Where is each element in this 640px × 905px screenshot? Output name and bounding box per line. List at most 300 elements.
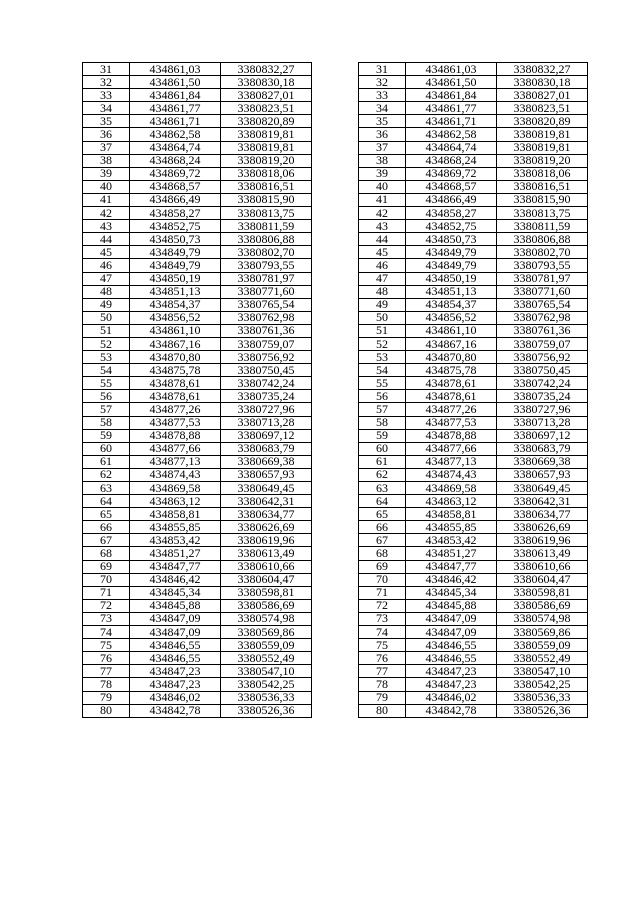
table-row — [359, 324, 588, 337]
point-number-cell: 67 — [83, 534, 130, 547]
y-coordinate-cell: 3380613,49 — [497, 547, 588, 560]
table-row — [359, 482, 588, 495]
table-row — [359, 586, 588, 599]
table-row — [359, 102, 588, 115]
table-row — [83, 495, 312, 508]
y-coordinate-cell: 3380642,31 — [497, 495, 588, 508]
point-number-cell: 76 — [359, 652, 406, 665]
table-row — [83, 154, 312, 167]
table-row — [83, 416, 312, 429]
point-number-cell: 61 — [359, 455, 406, 468]
point-number-cell: 62 — [83, 468, 130, 481]
coordinates-table-left — [82, 62, 312, 718]
y-coordinate-cell: 3380586,69 — [497, 599, 588, 612]
table-row — [359, 468, 588, 481]
point-number-cell: 71 — [359, 586, 406, 599]
table-row — [359, 63, 588, 76]
table-row — [359, 298, 588, 311]
point-number-cell: 49 — [359, 298, 406, 311]
point-number-cell: 42 — [83, 207, 130, 220]
point-number-cell: 43 — [359, 220, 406, 233]
y-coordinate-cell: 3380727,96 — [497, 403, 588, 416]
table-row — [83, 89, 312, 102]
y-coordinate-cell: 3380598,81 — [497, 586, 588, 599]
table-row — [359, 154, 588, 167]
x-coordinate-cell: 434868,24 — [406, 154, 497, 167]
x-coordinate-cell: 434869,58 — [130, 482, 221, 495]
y-coordinate-cell: 3380547,10 — [497, 665, 588, 678]
point-number-cell: 74 — [359, 626, 406, 639]
x-coordinate-cell: 434866,49 — [406, 193, 497, 206]
y-coordinate-cell: 3380536,33 — [221, 691, 312, 704]
x-coordinate-cell: 434858,81 — [406, 508, 497, 521]
y-coordinate-cell: 3380762,98 — [497, 311, 588, 324]
table-row — [83, 141, 312, 154]
y-coordinate-cell: 3380735,24 — [221, 390, 312, 403]
table-row — [83, 167, 312, 180]
x-coordinate-cell: 434858,27 — [130, 207, 221, 220]
point-number-cell: 48 — [83, 285, 130, 298]
point-number-cell: 60 — [83, 442, 130, 455]
table-row — [83, 599, 312, 612]
x-coordinate-cell: 434864,74 — [130, 141, 221, 154]
y-coordinate-cell: 3380756,92 — [497, 351, 588, 364]
point-number-cell: 74 — [83, 626, 130, 639]
x-coordinate-cell: 434855,85 — [130, 521, 221, 534]
x-coordinate-cell: 434870,80 — [406, 351, 497, 364]
y-coordinate-cell: 3380815,90 — [221, 193, 312, 206]
point-number-cell: 39 — [359, 167, 406, 180]
y-coordinate-cell: 3380619,96 — [221, 534, 312, 547]
table-row — [83, 560, 312, 573]
x-coordinate-cell: 434849,79 — [406, 259, 497, 272]
y-coordinate-cell: 3380820,89 — [497, 115, 588, 128]
point-number-cell: 47 — [83, 272, 130, 285]
y-coordinate-cell: 3380727,96 — [221, 403, 312, 416]
y-coordinate-cell: 3380765,54 — [221, 298, 312, 311]
x-coordinate-cell: 434853,42 — [130, 534, 221, 547]
point-number-cell: 49 — [83, 298, 130, 311]
y-coordinate-cell: 3380759,07 — [221, 337, 312, 350]
x-coordinate-cell: 434858,27 — [406, 207, 497, 220]
table-row — [359, 272, 588, 285]
x-coordinate-cell: 434878,61 — [130, 377, 221, 390]
y-coordinate-cell: 3380811,59 — [497, 220, 588, 233]
y-coordinate-cell: 3380559,09 — [497, 639, 588, 652]
y-coordinate-cell: 3380813,75 — [497, 207, 588, 220]
y-coordinate-cell: 3380819,81 — [497, 141, 588, 154]
table-row — [359, 678, 588, 691]
point-number-cell: 77 — [83, 665, 130, 678]
y-coordinate-cell: 3380816,51 — [497, 180, 588, 193]
y-coordinate-cell: 3380802,70 — [221, 246, 312, 259]
y-coordinate-cell: 3380713,28 — [221, 416, 312, 429]
point-number-cell: 53 — [83, 351, 130, 364]
point-number-cell: 73 — [359, 612, 406, 625]
y-coordinate-cell: 3380819,81 — [497, 128, 588, 141]
y-coordinate-cell: 3380586,69 — [221, 599, 312, 612]
coordinates-table-right — [358, 62, 588, 718]
table-row — [359, 665, 588, 678]
x-coordinate-cell: 434869,72 — [406, 167, 497, 180]
point-number-cell: 36 — [359, 128, 406, 141]
table-row — [359, 416, 588, 429]
x-coordinate-cell: 434851,13 — [130, 285, 221, 298]
x-coordinate-cell: 434847,09 — [130, 612, 221, 625]
table-row — [83, 403, 312, 416]
table-row — [83, 63, 312, 76]
point-number-cell: 53 — [359, 351, 406, 364]
table-row — [83, 259, 312, 272]
point-number-cell: 56 — [359, 390, 406, 403]
point-number-cell: 69 — [359, 560, 406, 573]
table-row — [359, 193, 588, 206]
y-coordinate-cell: 3380649,45 — [497, 482, 588, 495]
x-coordinate-cell: 434847,09 — [406, 626, 497, 639]
x-coordinate-cell: 434852,75 — [406, 220, 497, 233]
table-row — [359, 691, 588, 704]
table-row — [359, 429, 588, 442]
y-coordinate-cell: 3380806,88 — [221, 233, 312, 246]
x-coordinate-cell: 434846,42 — [130, 573, 221, 586]
point-number-cell: 79 — [83, 691, 130, 704]
table-row — [359, 573, 588, 586]
y-coordinate-cell: 3380569,86 — [497, 626, 588, 639]
y-coordinate-cell: 3380626,69 — [221, 521, 312, 534]
x-coordinate-cell: 434875,78 — [130, 364, 221, 377]
table-row — [359, 128, 588, 141]
point-number-cell: 64 — [83, 495, 130, 508]
y-coordinate-cell: 3380657,93 — [221, 468, 312, 481]
y-coordinate-cell: 3380547,10 — [221, 665, 312, 678]
x-coordinate-cell: 434847,09 — [406, 612, 497, 625]
x-coordinate-cell: 434847,23 — [130, 665, 221, 678]
y-coordinate-cell: 3380669,38 — [221, 455, 312, 468]
x-coordinate-cell: 434845,34 — [406, 586, 497, 599]
table-row — [359, 167, 588, 180]
y-coordinate-cell: 3380669,38 — [497, 455, 588, 468]
y-coordinate-cell: 3380781,97 — [497, 272, 588, 285]
x-coordinate-cell: 434847,23 — [406, 678, 497, 691]
x-coordinate-cell: 434875,78 — [406, 364, 497, 377]
y-coordinate-cell: 3380697,12 — [497, 429, 588, 442]
table-row — [83, 455, 312, 468]
table-row — [83, 246, 312, 259]
x-coordinate-cell: 434851,13 — [406, 285, 497, 298]
x-coordinate-cell: 434842,78 — [406, 704, 497, 717]
y-coordinate-cell: 3380642,31 — [221, 495, 312, 508]
table-row — [359, 220, 588, 233]
x-coordinate-cell: 434849,79 — [130, 259, 221, 272]
x-coordinate-cell: 434846,02 — [406, 691, 497, 704]
x-coordinate-cell: 434861,10 — [130, 324, 221, 337]
point-number-cell: 72 — [83, 599, 130, 612]
x-coordinate-cell: 434862,58 — [130, 128, 221, 141]
table-row — [359, 76, 588, 89]
point-number-cell: 52 — [359, 337, 406, 350]
table-row — [359, 639, 588, 652]
point-number-cell: 40 — [83, 180, 130, 193]
table-row — [83, 442, 312, 455]
point-number-cell: 46 — [359, 259, 406, 272]
point-number-cell: 43 — [83, 220, 130, 233]
table-row — [83, 586, 312, 599]
table-row — [359, 207, 588, 220]
table-row — [359, 626, 588, 639]
y-coordinate-cell: 3380626,69 — [497, 521, 588, 534]
point-number-cell: 36 — [83, 128, 130, 141]
point-number-cell: 45 — [83, 246, 130, 259]
table-row — [359, 704, 588, 717]
point-number-cell: 78 — [83, 678, 130, 691]
y-coordinate-cell: 3380819,81 — [221, 141, 312, 154]
point-number-cell: 51 — [359, 324, 406, 337]
point-number-cell: 37 — [83, 141, 130, 154]
table-row — [359, 351, 588, 364]
y-coordinate-cell: 3380756,92 — [221, 351, 312, 364]
point-number-cell: 58 — [359, 416, 406, 429]
y-coordinate-cell: 3380683,79 — [221, 442, 312, 455]
y-coordinate-cell: 3380542,25 — [221, 678, 312, 691]
x-coordinate-cell: 434851,27 — [130, 547, 221, 560]
x-coordinate-cell: 434845,34 — [130, 586, 221, 599]
x-coordinate-cell: 434861,84 — [130, 89, 221, 102]
table-row — [83, 468, 312, 481]
table-row — [359, 599, 588, 612]
y-coordinate-cell: 3380759,07 — [497, 337, 588, 350]
x-coordinate-cell: 434846,55 — [130, 652, 221, 665]
y-coordinate-cell: 3380735,24 — [497, 390, 588, 403]
x-coordinate-cell: 434846,02 — [130, 691, 221, 704]
table-row — [359, 455, 588, 468]
point-number-cell: 59 — [359, 429, 406, 442]
x-coordinate-cell: 434854,37 — [406, 298, 497, 311]
point-number-cell: 54 — [359, 364, 406, 377]
point-number-cell: 52 — [83, 337, 130, 350]
y-coordinate-cell: 3380802,70 — [497, 246, 588, 259]
x-coordinate-cell: 434868,57 — [130, 180, 221, 193]
point-number-cell: 35 — [83, 115, 130, 128]
point-number-cell: 64 — [359, 495, 406, 508]
y-coordinate-cell: 3380793,55 — [221, 259, 312, 272]
table-row — [83, 115, 312, 128]
table-row — [83, 429, 312, 442]
y-coordinate-cell: 3380793,55 — [497, 259, 588, 272]
table-row — [359, 521, 588, 534]
y-coordinate-cell: 3380610,66 — [497, 560, 588, 573]
table-row — [83, 337, 312, 350]
y-coordinate-cell: 3380697,12 — [221, 429, 312, 442]
x-coordinate-cell: 434877,53 — [406, 416, 497, 429]
y-coordinate-cell: 3380762,98 — [221, 311, 312, 324]
x-coordinate-cell: 434847,23 — [130, 678, 221, 691]
table-row — [83, 639, 312, 652]
point-number-cell: 58 — [83, 416, 130, 429]
point-number-cell: 61 — [83, 455, 130, 468]
table-row — [83, 691, 312, 704]
table-row — [83, 377, 312, 390]
point-number-cell: 76 — [83, 652, 130, 665]
point-number-cell: 70 — [83, 573, 130, 586]
x-coordinate-cell: 434877,66 — [130, 442, 221, 455]
y-coordinate-cell: 3380713,28 — [497, 416, 588, 429]
y-coordinate-cell: 3380761,36 — [497, 324, 588, 337]
point-number-cell: 79 — [359, 691, 406, 704]
y-coordinate-cell: 3380552,49 — [497, 652, 588, 665]
point-number-cell: 38 — [83, 154, 130, 167]
x-coordinate-cell: 434868,57 — [406, 180, 497, 193]
point-number-cell: 66 — [83, 521, 130, 534]
y-coordinate-cell: 3380526,36 — [221, 704, 312, 717]
point-number-cell: 70 — [359, 573, 406, 586]
point-number-cell: 39 — [83, 167, 130, 180]
table-row — [83, 324, 312, 337]
table-row — [359, 612, 588, 625]
y-coordinate-cell: 3380765,54 — [497, 298, 588, 311]
point-number-cell: 75 — [83, 639, 130, 652]
y-coordinate-cell: 3380811,59 — [221, 220, 312, 233]
table-row — [83, 612, 312, 625]
table-row — [359, 560, 588, 573]
point-number-cell: 31 — [83, 63, 130, 76]
point-number-cell: 77 — [359, 665, 406, 678]
y-coordinate-cell: 3380832,27 — [221, 63, 312, 76]
x-coordinate-cell: 434849,79 — [406, 246, 497, 259]
y-coordinate-cell: 3380598,81 — [221, 586, 312, 599]
coordinates-table-left-body — [83, 63, 312, 718]
x-coordinate-cell: 434867,16 — [130, 337, 221, 350]
point-number-cell: 71 — [83, 586, 130, 599]
x-coordinate-cell: 434877,13 — [406, 455, 497, 468]
point-number-cell: 75 — [359, 639, 406, 652]
x-coordinate-cell: 434878,61 — [130, 390, 221, 403]
y-coordinate-cell: 3380649,45 — [221, 482, 312, 495]
x-coordinate-cell: 434847,77 — [406, 560, 497, 573]
x-coordinate-cell: 434861,71 — [130, 115, 221, 128]
y-coordinate-cell: 3380761,36 — [221, 324, 312, 337]
point-number-cell: 65 — [83, 508, 130, 521]
point-number-cell: 31 — [359, 63, 406, 76]
y-coordinate-cell: 3380819,20 — [221, 154, 312, 167]
x-coordinate-cell: 434861,03 — [406, 63, 497, 76]
y-coordinate-cell: 3380827,01 — [221, 89, 312, 102]
y-coordinate-cell: 3380542,25 — [497, 678, 588, 691]
x-coordinate-cell: 434878,88 — [406, 429, 497, 442]
point-number-cell: 60 — [359, 442, 406, 455]
x-coordinate-cell: 434849,79 — [130, 246, 221, 259]
x-coordinate-cell: 434862,58 — [406, 128, 497, 141]
x-coordinate-cell: 434861,77 — [130, 102, 221, 115]
table-row — [359, 115, 588, 128]
x-coordinate-cell: 434852,75 — [130, 220, 221, 233]
table-row — [359, 495, 588, 508]
y-coordinate-cell: 3380830,18 — [221, 76, 312, 89]
point-number-cell: 37 — [359, 141, 406, 154]
point-number-cell: 50 — [83, 311, 130, 324]
table-row — [359, 246, 588, 259]
point-number-cell: 35 — [359, 115, 406, 128]
table-row — [359, 377, 588, 390]
y-coordinate-cell: 3380832,27 — [497, 63, 588, 76]
y-coordinate-cell: 3380569,86 — [221, 626, 312, 639]
table-row — [83, 76, 312, 89]
table-row — [83, 311, 312, 324]
x-coordinate-cell: 434858,81 — [130, 508, 221, 521]
y-coordinate-cell: 3380526,36 — [497, 704, 588, 717]
point-number-cell: 45 — [359, 246, 406, 259]
table-row — [83, 390, 312, 403]
table-row — [83, 652, 312, 665]
point-number-cell: 55 — [83, 377, 130, 390]
table-row — [359, 180, 588, 193]
x-coordinate-cell: 434874,43 — [130, 468, 221, 481]
x-coordinate-cell: 434869,72 — [130, 167, 221, 180]
point-number-cell: 63 — [83, 482, 130, 495]
table-row — [359, 403, 588, 416]
x-coordinate-cell: 434877,13 — [130, 455, 221, 468]
point-number-cell: 44 — [83, 233, 130, 246]
table-row — [359, 547, 588, 560]
y-coordinate-cell: 3380830,18 — [497, 76, 588, 89]
x-coordinate-cell: 434877,26 — [406, 403, 497, 416]
y-coordinate-cell: 3380559,09 — [221, 639, 312, 652]
table-row — [359, 259, 588, 272]
y-coordinate-cell: 3380574,98 — [221, 612, 312, 625]
table-row — [83, 364, 312, 377]
x-coordinate-cell: 434874,43 — [406, 468, 497, 481]
point-number-cell: 57 — [359, 403, 406, 416]
table-row — [359, 508, 588, 521]
y-coordinate-cell: 3380806,88 — [497, 233, 588, 246]
point-number-cell: 63 — [359, 482, 406, 495]
x-coordinate-cell: 434861,84 — [406, 89, 497, 102]
point-number-cell: 46 — [83, 259, 130, 272]
table-row — [359, 652, 588, 665]
table-row — [359, 233, 588, 246]
table-row — [83, 521, 312, 534]
x-coordinate-cell: 434877,53 — [130, 416, 221, 429]
y-coordinate-cell: 3380619,96 — [497, 534, 588, 547]
y-coordinate-cell: 3380827,01 — [497, 89, 588, 102]
x-coordinate-cell: 434846,42 — [406, 573, 497, 586]
point-number-cell: 55 — [359, 377, 406, 390]
table-row — [83, 482, 312, 495]
point-number-cell: 59 — [83, 429, 130, 442]
y-coordinate-cell: 3380819,81 — [221, 128, 312, 141]
point-number-cell: 34 — [359, 102, 406, 115]
y-coordinate-cell: 3380813,75 — [221, 207, 312, 220]
point-number-cell: 68 — [359, 547, 406, 560]
table-row — [83, 351, 312, 364]
x-coordinate-cell: 434878,88 — [130, 429, 221, 442]
point-number-cell: 34 — [83, 102, 130, 115]
y-coordinate-cell: 3380823,51 — [221, 102, 312, 115]
point-number-cell: 73 — [83, 612, 130, 625]
x-coordinate-cell: 434878,61 — [406, 390, 497, 403]
table-row — [83, 102, 312, 115]
y-coordinate-cell: 3380657,93 — [497, 468, 588, 481]
x-coordinate-cell: 434853,42 — [406, 534, 497, 547]
table-row — [83, 272, 312, 285]
y-coordinate-cell: 3380818,06 — [497, 167, 588, 180]
point-number-cell: 48 — [359, 285, 406, 298]
y-coordinate-cell: 3380750,45 — [221, 364, 312, 377]
x-coordinate-cell: 434845,88 — [130, 599, 221, 612]
table-row — [83, 180, 312, 193]
x-coordinate-cell: 434854,37 — [130, 298, 221, 311]
point-number-cell: 40 — [359, 180, 406, 193]
x-coordinate-cell: 434861,10 — [406, 324, 497, 337]
